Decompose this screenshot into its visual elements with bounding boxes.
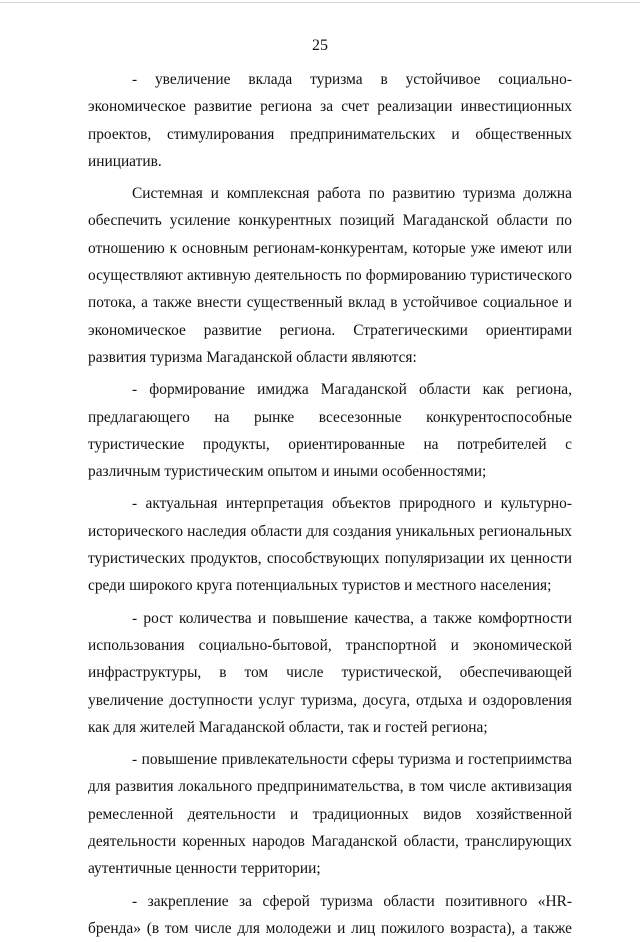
page-number: 25: [312, 37, 328, 54]
paragraph-heritage-interpretation: - актуальная интерпретация объектов природного и культурно-исторического наследия области для создания уникальных региональных туристических продуктов, способствующих популяризации их ценности среди широкого круга потенциальных туристов и местного населения;: [88, 495, 572, 595]
paragraph-hr-brand: - закрепление за сферой туризма области позитивного «HR-бренда» (в том числе для молодежи и лиц пожилого возраста), а также: [88, 892, 572, 937]
document-body: [88, 66, 572, 942]
paragraph-investment-contribution: - увеличение вклада туризма в устойчивое социально-экономическое развитие региона за счет реализации инвестиционных проектов, стимулирования предпринимательских и общественных инициатив.: [88, 71, 572, 170]
scan-edge-line: [0, 2, 640, 3]
paragraph-systemic-work: Системная и комплексная работа по развитию туризма должна обеспечить усиление конкурентных позиций Магаданской области по отношению к основным регионам-конкурентам, которые уже имеют или осуществляют активную деятельность по формированию туристического потока, а также внести существенный вклад в устойчивое социальное и экономическое развитие региона. Стратегическими ориентирами развития туризма Магаданской области являются:: [88, 185, 572, 366]
paragraph-infrastructure-growth: - рост количества и повышение качества, а также комфортности использования социально-бытовой, транспортной и экономической инфраструктуры, в том числе туристической, обеспечивающей увеличение доступности услуг туризма, досуга, отдыха и оздоровления как для жителей Магаданской области, так и гостей региона;: [88, 609, 572, 736]
paragraph-entrepreneurship: - повышение привлекательности сферы туризма и гостеприимства для развития локального предпринимательства, в том числе активизация ремесленной деятельности и традиционных видов хозяйственной деятельности коренных народов Магаданской области, транслирующих аутентичные ценности территории;: [88, 751, 572, 878]
paragraph-image-formation: - формирование имиджа Магаданской области как региона, предлагающего на рынке всесезонные конкурентоспособные туристические продукты, ориентированные на потребителей с различным туристическим опытом и иными особенностями;: [88, 381, 572, 481]
